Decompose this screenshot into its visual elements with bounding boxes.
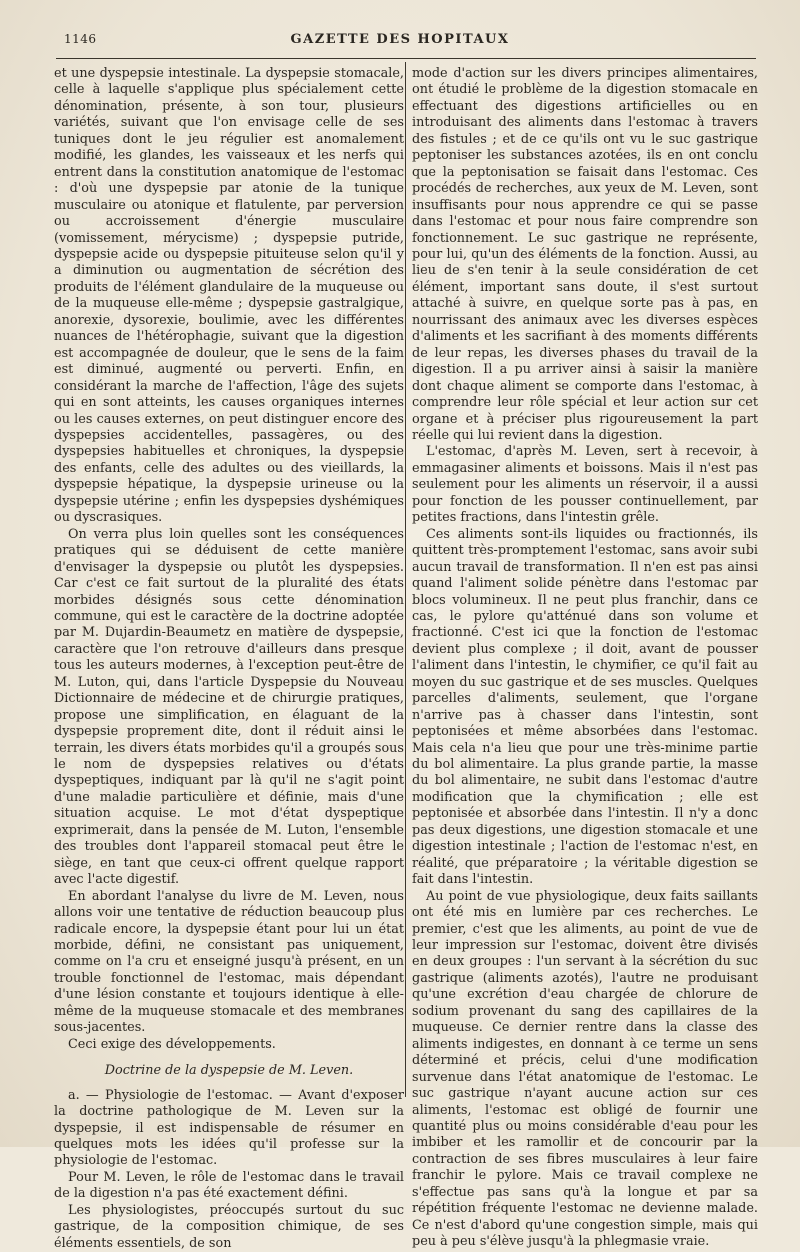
paragraph: Ceci exige des développements. (68, 1036, 276, 1052)
paragraph: et une dyspepsie intestinale. La dyspepsie stomacale, celle à laquelle s'applique plus spécialement cette dénomination, présente, à son tour, plusieurs variétés, suivant que l'on envisage celle de ses tuniques dont le jeu régulier est anomalement modifié, les glandes, les vaisseaux et les nerfs qui entrent dans la constitution anatomique de l'estomac : d'où une dyspepsie par atonie de la tunique musculaire ou atonique et flatulente, par perversion ou accroissement d'énergie musculaire (vomissement, mérycisme) ; dyspepsie putride, dyspepsie acide ou dyspepsie pituiteuse selon qu'il y a diminution ou augmentation de sécrétion des produits de l'élément glandulaire de la muqueuse ou de la muqueuse elle-même ; dyspepsie gastralgique, anorexie, dysorexie, boulimie, avec les différentes nuances de l'hétérophagie, suivant que la digestion est accompagnée de douleur, que le sens de la faim est diminué, augmenté ou perverti. Enfin, en considérant la marche de l'affection, l'âge des sujets qui en sont atteints, les causes organiques internes ou les causes externes, on peut distinguer encore des dyspepsies accidentelles, passagères, ou des dyspepsies habituelles et chroniques, la dyspepsie des enfants, celle des adultes ou des vieillards, la dyspepsie hépatique, la dyspepsie urineuse ou la dyspepsie utérine ; enfin les dyspepsies dyshémiques ou dyscrasiques. (54, 66, 404, 526)
paragraph: mode d'action sur les divers principes alimentaires, ont étudié le problème de la digestion stomacale en effectuant des digestions artificielles ou en introduisant des aliments dans l'estomac à travers des fistules ; et de ce qu'ils ont vu le suc gastrique peptoniser les substances azotées, ils en ont conclu que la peptonisation se faisait dans l'estomac. Ces procédés de recherches, aux yeux de M. Leven, sont insuffisants pour nous apprendre ce qui se passe dans l'estomac et pour nous faire comprendre son fonctionnement. Le suc gastrique ne représente, pour lui, qu'un des éléments de la fonction. Aussi, au lieu de s'en tenir à la seule considération de cet élément, important sans doute, il s'est surtout attaché à suivre, en quelque sorte pas à pas, en nourrissant des animaux avec les diverses espèces d'aliments et les sacrifiant à des moments différents de leur repas, les diverses phases du travail de la digestion. Il a pu arriver ainsi à saisir la manière dont chaque aliment se comporte dans l'estomac, à comprendre leur rôle spécial et leur action sur cet organe et à préciser plus rigoureusement la part réelle qui lui revient dans la digestion. (412, 66, 758, 443)
paragraph: Au point de vue physiologique, deux faits saillants ont été mis en lumière par ces recherches. Le premier, c'est que les aliments, au point de vue de leur impression sur l'estomac, doivent être divisés en deux groupes : l'un servant à la sécrétion du suc gastrique (aliments azotés), l'autre ne produisant qu'une excrétion d'eau chargée de chlorure de sodium provenant du sang des capillaires de la muqueuse. Ce dernier rentre dans la classe des aliments indigestes, en donnant à ce terme un sens déterminé et précis, celui d'une modification survenue dans l'état anatomique de l'estomac. Le suc gastrique n'ayant aucune action sur ces aliments, l'estomac est obligé de fournir une quantité plus ou moins considérable d'eau pour les imbiber et les ramollir et de concourir par la contraction de ses fibres musculaires à leur faire franchir le pylore. Mais ce travail complexe ne s'effectue pas sans qu'à la longue et par sa répétition fréquente l'estomac ne devienne malade. Ce n'est d'abord qu'une congestion simple, mais qui peu à peu s'élève jusqu'à la phlegmasie vraie. (412, 888, 758, 1250)
page-number: 1146 (64, 32, 97, 46)
paragraph: Pour M. Leven, le rôle de l'estomac dans le travail de la digestion n'a pas été exactement défini. (54, 1169, 404, 1202)
column-divider (405, 62, 406, 1097)
paragraph: a. — Physiologie de l'estomac. — Avant d'exposer la doctrine pathologique de M. Leven sur la dyspepsie, il est indispensable de résumer en quelques mots les idées qu'il professe sur la physiologie de l'estomac. (54, 1087, 404, 1169)
journal-title: GAZETTE DES HOPITAUX (290, 32, 510, 47)
paragraph: Ces aliments sont-ils liquides ou fractionnés, ils quittent très-promptement l'estomac, sans avoir subi aucun travail de transformation. Il n'en est pas ainsi quand l'aliment solide pénètre dans l'estomac par blocs volumineux. Il ne peut plus franchir, dans ce cas, le pylore qu'atténué dans son volume et fractionné. C'est ici que la fonction de l'estomac devient plus complexe ; il doit, avant de pousser l'aliment dans l'intestin, le chymifier, ce qu'il fait au moyen du suc gastrique et de ses muscles. Quelques parcelles d'aliments, seulement, que l'organe n'arrive pas à chasser dans l'intestin, sont peptonisées et même absorbées dans l'estomac. Mais cela n'a lieu que pour une très-minime partie du bol alimentaire. La plus grande partie, la masse du bol alimentaire, ne subit dans l'estomac d'autre modification que la chymification ; elle est peptonisée et absorbée dans l'intestin. Il n'y a donc pas deux digestions, une digestion stomacale et une digestion intestinale ; l'action de l'estomac n'est, en réalité, que préparatoire ; la véritable digestion se fait dans l'intestin. (412, 526, 758, 888)
paragraph: On verra plus loin quelles sont les conséquences pratiques qui se déduisent de cette manière d'envisager la dyspepsie ou plutôt les dyspepsies. Car c'est ce fait surtout de la pluralité des états morbides désignés sous cette dénomination commune, qui est le caractère de la doctrine adoptée par M. Dujardin-Beaumetz en matière de dyspepsie, caractère que l'on retrouve d'ailleurs dans presque tous les auteurs modernes, à l'exception peut-être de M. Luton, qui, dans l'article Dyspepsie du Nouveau Dictionnaire de médecine et de chirurgie pratiques, propose une simplification, en élaguant de la dyspepsie proprement dite, dont il réduit ainsi le terrain, les divers états morbides qu'il a groupés sous le nom de dyspepsies relatives ou d'états dyspeptiques, indiquant par là qu'il ne s'agit point d'une maladie particulière et définie, mais d'une situation acquise. Le mot d'état dyspeptique exprimerait, dans la pensée de M. Luton, l'ensemble des troubles dont l'appareil stomacal peut être le siège, en tant que ceux-ci offrent quelque rapport avec l'acte digestif. (54, 526, 404, 888)
header-rule (56, 58, 756, 59)
right-column (412, 66, 758, 1251)
section-heading: Doctrine de la dyspepsie de M. Leven. (104, 1063, 354, 1079)
left-column (54, 66, 404, 1252)
page-header (40, 30, 760, 52)
paragraph: Les physiologistes, préoccupés surtout du suc gastrique, de la composition chimique, de ses éléments essentiels, de son (54, 1202, 404, 1251)
paragraph: L'estomac, d'après M. Leven, sert à recevoir, à emmagasiner aliments et boissons. Mais il n'est pas seulement pour les aliments un réservoir, il a aussi pour fonction de les pousser continuellement, par petites fractions, dans l'intestin grêle. (412, 444, 758, 526)
paragraph: En abordant l'analyse du livre de M. Leven, nous allons voir une tentative de réduction beaucoup plus radicale encore, la dyspepsie étant pour lui un état morbide, défini, ne consistant pas uniquement, comme on l'a cru et enseigné jusqu'à présent, en un trouble fonctionnel de l'estomac, mais dépendant d'une lésion constante et toujours identique à elle-même de la muqueuse stomacale et des membranes sous-jacentes. (54, 888, 404, 1036)
